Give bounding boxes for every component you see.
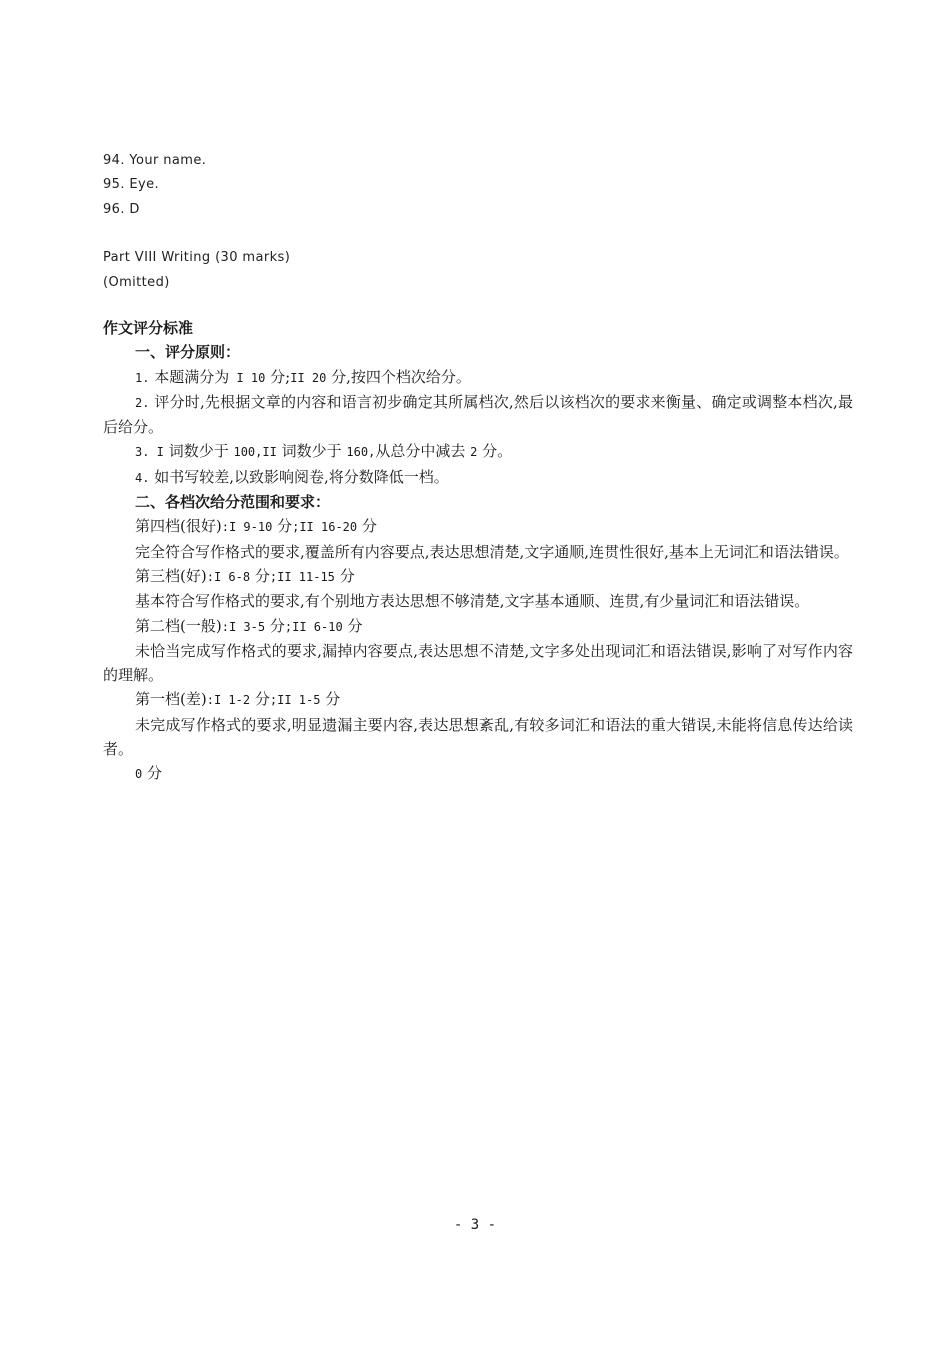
grade-1-description: 未完成写作格式的要求,明显遗漏主要内容,表达思想紊乱,有较多词汇和语法的重大错误,未能将信息传达给读者。: [103, 715, 853, 759]
answer-95: 95. Eye.: [103, 177, 160, 192]
page-number: - 3 -: [453, 1217, 497, 1233]
grade-4-heading: 第四档(很好):I 9-10 分;II 16-20 分: [135, 517, 377, 536]
grade-3-heading: 第三档(好):I 6-8 分;II 11-15 分: [135, 566, 355, 585]
section-heading-grades: 二、各档次给分范围和要求：: [135, 493, 331, 512]
principle-2: 2. 评分时,先根据文章的内容和语言初步确定其所属档次,然后以该档次的要求来衡量、确定或调整本档次,最后给分。: [103, 392, 853, 437]
answer-96: 96. D: [103, 202, 140, 217]
principle-4: 4. 如书写较差,以致影响阅卷,将分数降低一档。: [135, 467, 449, 486]
grade-1-heading: 第一档(差):I 1-2 分;II 1-5 分: [135, 690, 341, 709]
grade-2-heading: 第二档(一般):I 3-5 分;II 6-10 分: [135, 616, 363, 635]
grade-0-heading: 0 分: [135, 764, 163, 783]
grade-3-description: 基本符合写作格式的要求,有个别地方表达思想不够清楚,文字基本通顺、连贯,有少量词汇和语法错误。: [135, 592, 810, 611]
answer-94: 94. Your name.: [103, 153, 207, 168]
principle-1: 1. 本题满分为 I 10 分;II 20 分,按四个档次给分。: [135, 367, 471, 386]
principle-3: 3. I 词数少于 100,II 词数少于 160,从总分中减去 2 分。: [135, 442, 513, 461]
grade-2-description: 未恰当完成写作格式的要求,漏掉内容要点,表达思想不清楚,文字多处出现词汇和语法错误,影响了对写作内容的理解。: [103, 641, 853, 685]
section-heading-principles: 一、评分原则：: [135, 343, 241, 362]
omitted-note: (Omitted): [103, 275, 170, 290]
rubric-title: 作文评分标准: [103, 319, 194, 337]
grade-4-description: 完全符合写作格式的要求,覆盖所有内容要点,表达思想清楚,文字通顺,连贯性很好,基本上无词汇和语法错误。: [135, 542, 849, 561]
part-heading: Part VIII Writing (30 marks): [103, 250, 291, 265]
rubric-section: [103, 316, 853, 787]
